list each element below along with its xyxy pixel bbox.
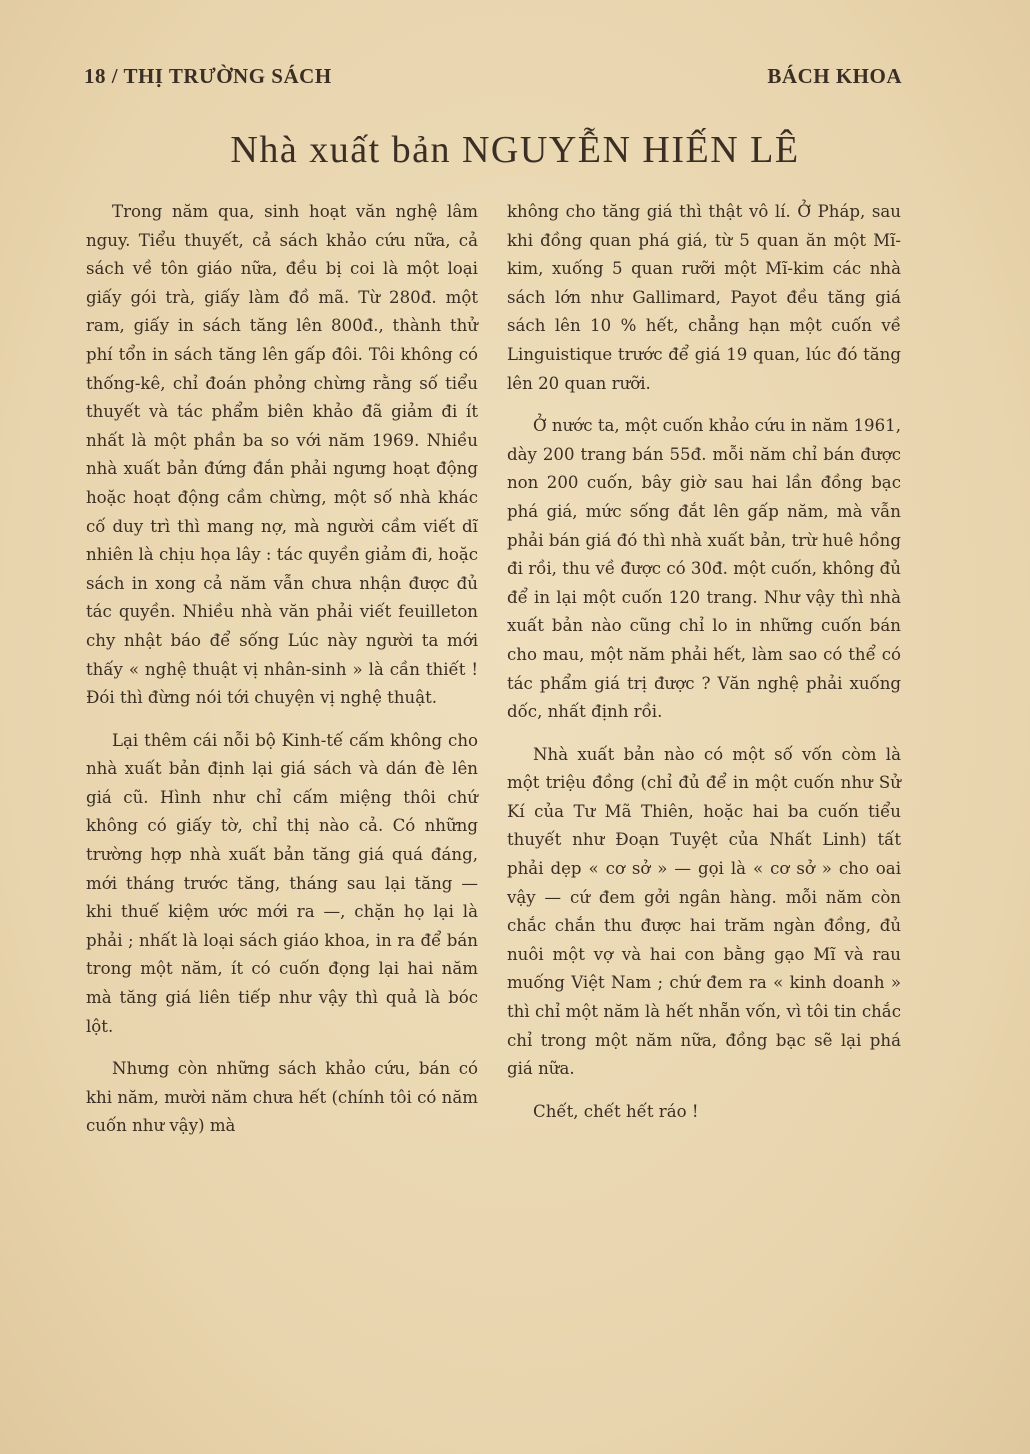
paragraph: không cho tăng giá thì thật vô lí. Ở Pháp, sau khi đồng quan phá giá, từ 5 quan ăn một Mĩ-kim, xuống 5 quan rưỡi một Mĩ-kim các nhà sách lớn như Gallimard, Payot đều tăng giá sách lên 10 % hết, chẳng hạn một cuốn về Linguistique trước để giá 19 quan, lúc đó tăng lên 20 quan rưỡi. — [507, 202, 901, 393]
paragraph: Trong năm qua, sinh hoạt văn nghệ lâm nguy. Tiểu thuyết, cả sách khảo cứu nữa, cả sách về tôn giáo nữa, đều bị coi là một loại giấy gói trà, giấy làm đồ mã. Từ 280đ. một ram, giấy in sách tăng lên 800đ., thành thử phí tổn in sách tăng lên gấp đôi. Tôi không có thống-kê, chỉ đoán phỏng chừng rằng số tiểu thuyết và tác phẩm biên khảo đã giảm đi ít nhất là một phần ba so với năm 1969. Nhiều nhà xuất bản đứng đắn phải ngưng hoạt động hoặc hoạt động cầm chừng, một số nhà khác cố duy trì thì mang nợ, mà người cầm viết dĩ nhiên là chịu họa lây : tác quyền giảm đi, hoặc sách in xong cả năm vẫn chưa nhận được đủ tác quyền. Nhiều nhà văn phải viết feuilleton chy nhật báo để sống Lúc này người ta mới thấy « nghệ thuật vị nhân-sinh » là cần thiết ! Đói thì đừng nói tới chuyện vị nghệ thuật. — [86, 202, 478, 708]
paragraph: Chết, chết hết ráo ! — [533, 1101, 699, 1121]
page-number-section: 18 / THỊ TRƯỜNG SÁCH — [84, 64, 332, 88]
text-column-right — [507, 198, 901, 1140]
article-title: Nhà xuất bản NGUYỄN HIẾN LÊ — [230, 129, 800, 171]
running-head — [84, 64, 902, 89]
paragraph: Nhưng còn những sách khảo cứu, bán có khi năm, mười năm chưa hết (chính tôi có năm cuốn như vậy) mà — [86, 1059, 478, 1136]
paragraph: Nhà xuất bản nào có một số vốn còm là một triệu đồng (chỉ đủ để in một cuốn như Sử Kí của Tư Mã Thiên, hoặc hai ba cuốn tiểu thuyết như Đoạn Tuyệt của Nhất Linh) tất phải dẹp « cơ sở » — gọi là « cơ sở » cho oai vậy — cứ đem gởi ngân hàng. mỗi năm còn chắc chắn thu được hai trăm ngàn đồng, đủ nuôi một vợ và hai con bằng gạo Mĩ và rau muống Việt Nam ; chứ đem ra « kinh doanh » thì chỉ một năm là hết nhẵn vốn, vì tôi tin chắc chỉ trong một năm nữa, đồng bạc sẽ lại phá giá nữa. — [507, 744, 901, 1079]
text-column-left — [86, 198, 478, 1155]
paragraph: Ở nước ta, một cuốn khảo cứu in năm 1961, dày 200 trang bán 55đ. mỗi năm chỉ bán được non 200 cuốn, bây giờ sau hai lần đồng bạc phá giá, mức sống đắt lên gấp năm, mà vẫn phải bán giá đó thì nhà xuất bản, trừ huê hồng đi rồi, thu về được có 30đ. một cuốn, không đủ để in lại một cuốn 120 trang. Như vậy thì nhà xuất bản nào cũng chỉ lo in những cuốn bán cho mau, một năm phải hết, làm sao có thể có tác phẩm giá trị được ? Văn nghệ phải xuống dốc, nhất định rồi. — [507, 416, 901, 722]
paragraph: Lại thêm cái nỗi bộ Kinh-tế cấm không cho nhà xuất bản định lại giá sách và dán đè lên giá cũ. Hình như chỉ cấm miệng thôi chứ không có giấy tờ, chỉ thị nào cả. Có những trường hợp nhà xuất bản tăng giá quá đáng, mới tháng trước tăng, tháng sau lại tăng — khi thuế kiệm ước mới ra —, chặn họ lại là phải ; nhất là loại sách giáo khoa, in ra để bán trong một năm, ít có cuốn đọng lại hai năm mà tăng giá liên tiếp như vậy thì quả là bóc lột. — [86, 730, 478, 1036]
magazine-name: BÁCH KHOA — [767, 64, 902, 88]
